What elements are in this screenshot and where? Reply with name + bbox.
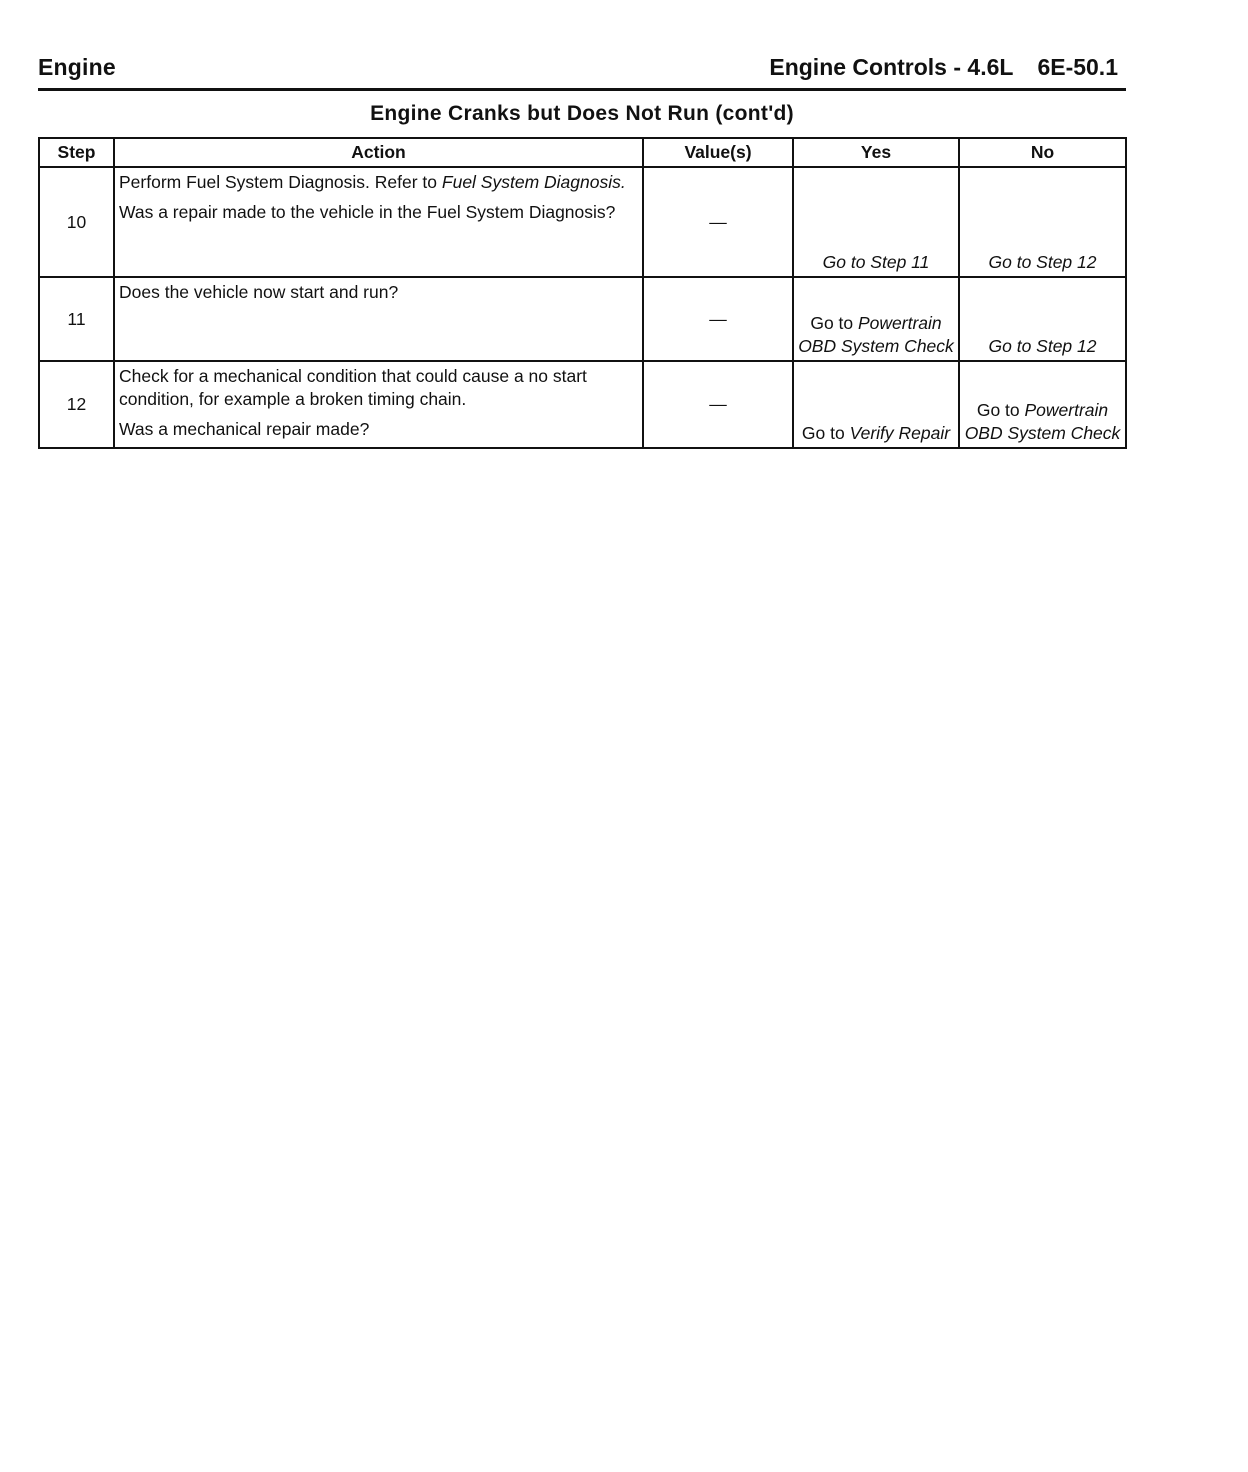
table-header-row [39,138,1126,167]
action-question: Was a mechanical repair made? [119,419,370,439]
no-link[interactable]: Powertrain OBD System Check [964,400,1121,443]
reference-link[interactable]: Fuel System Diagnosis. [441,172,626,192]
action-cell [114,167,643,277]
step-number: 12 [39,361,114,448]
page-number: 6E-50.1 [1037,54,1118,80]
action-instruction [119,171,638,194]
step-number: 11 [39,277,114,361]
table-row-step-11 [39,277,1126,361]
action-question: Does the vehicle now start and run? [119,282,399,302]
yes-cell [793,167,959,277]
yes-prefix: Go to [801,423,850,443]
column-header-yes: Yes [793,138,959,167]
no-prefix: Go to [976,400,1025,420]
chapter-heading [769,54,1118,81]
no-cell [959,167,1126,277]
yes-cell [793,361,959,448]
action-question: Was a repair made to the vehicle in the Fuel System Diagnosis? [119,202,616,222]
yes-cell [793,277,959,361]
action-cell [114,361,643,448]
yes-prefix: Go to [810,313,858,333]
diagnostic-table [38,137,1127,449]
yes-link[interactable]: Go to Step 11 [822,252,930,272]
page-header [38,54,1126,91]
column-header-values: Value(s) [643,138,793,167]
value-cell: — [643,361,793,448]
column-header-no: No [959,138,1126,167]
yes-link[interactable]: Powertrain OBD System Check [798,313,954,356]
section-title: Engine [38,54,116,80]
no-link[interactable]: Go to Step 12 [988,252,1097,272]
value-cell: — [643,167,793,277]
yes-link[interactable]: Verify Repair [849,423,951,443]
chapter-title: Engine Controls - 4.6L [769,54,1014,80]
table-row-step-12 [39,361,1126,448]
no-cell [959,277,1126,361]
action-cell [114,277,643,361]
action-text: Perform Fuel System Diagnosis. Refer to [119,172,442,192]
action-instruction: Check for a mechanical condition that could cause a no start condition, for example a broken timing chain. [119,366,587,409]
no-cell [959,361,1126,448]
step-number: 10 [39,167,114,277]
column-header-step: Step [39,138,114,167]
value-cell: — [643,277,793,361]
table-row-step-10 [39,167,1126,277]
no-link[interactable]: Go to Step 12 [988,336,1097,356]
table-title: Engine Cranks but Does Not Run (cont'd) [370,102,794,125]
column-header-action: Action [114,138,643,167]
